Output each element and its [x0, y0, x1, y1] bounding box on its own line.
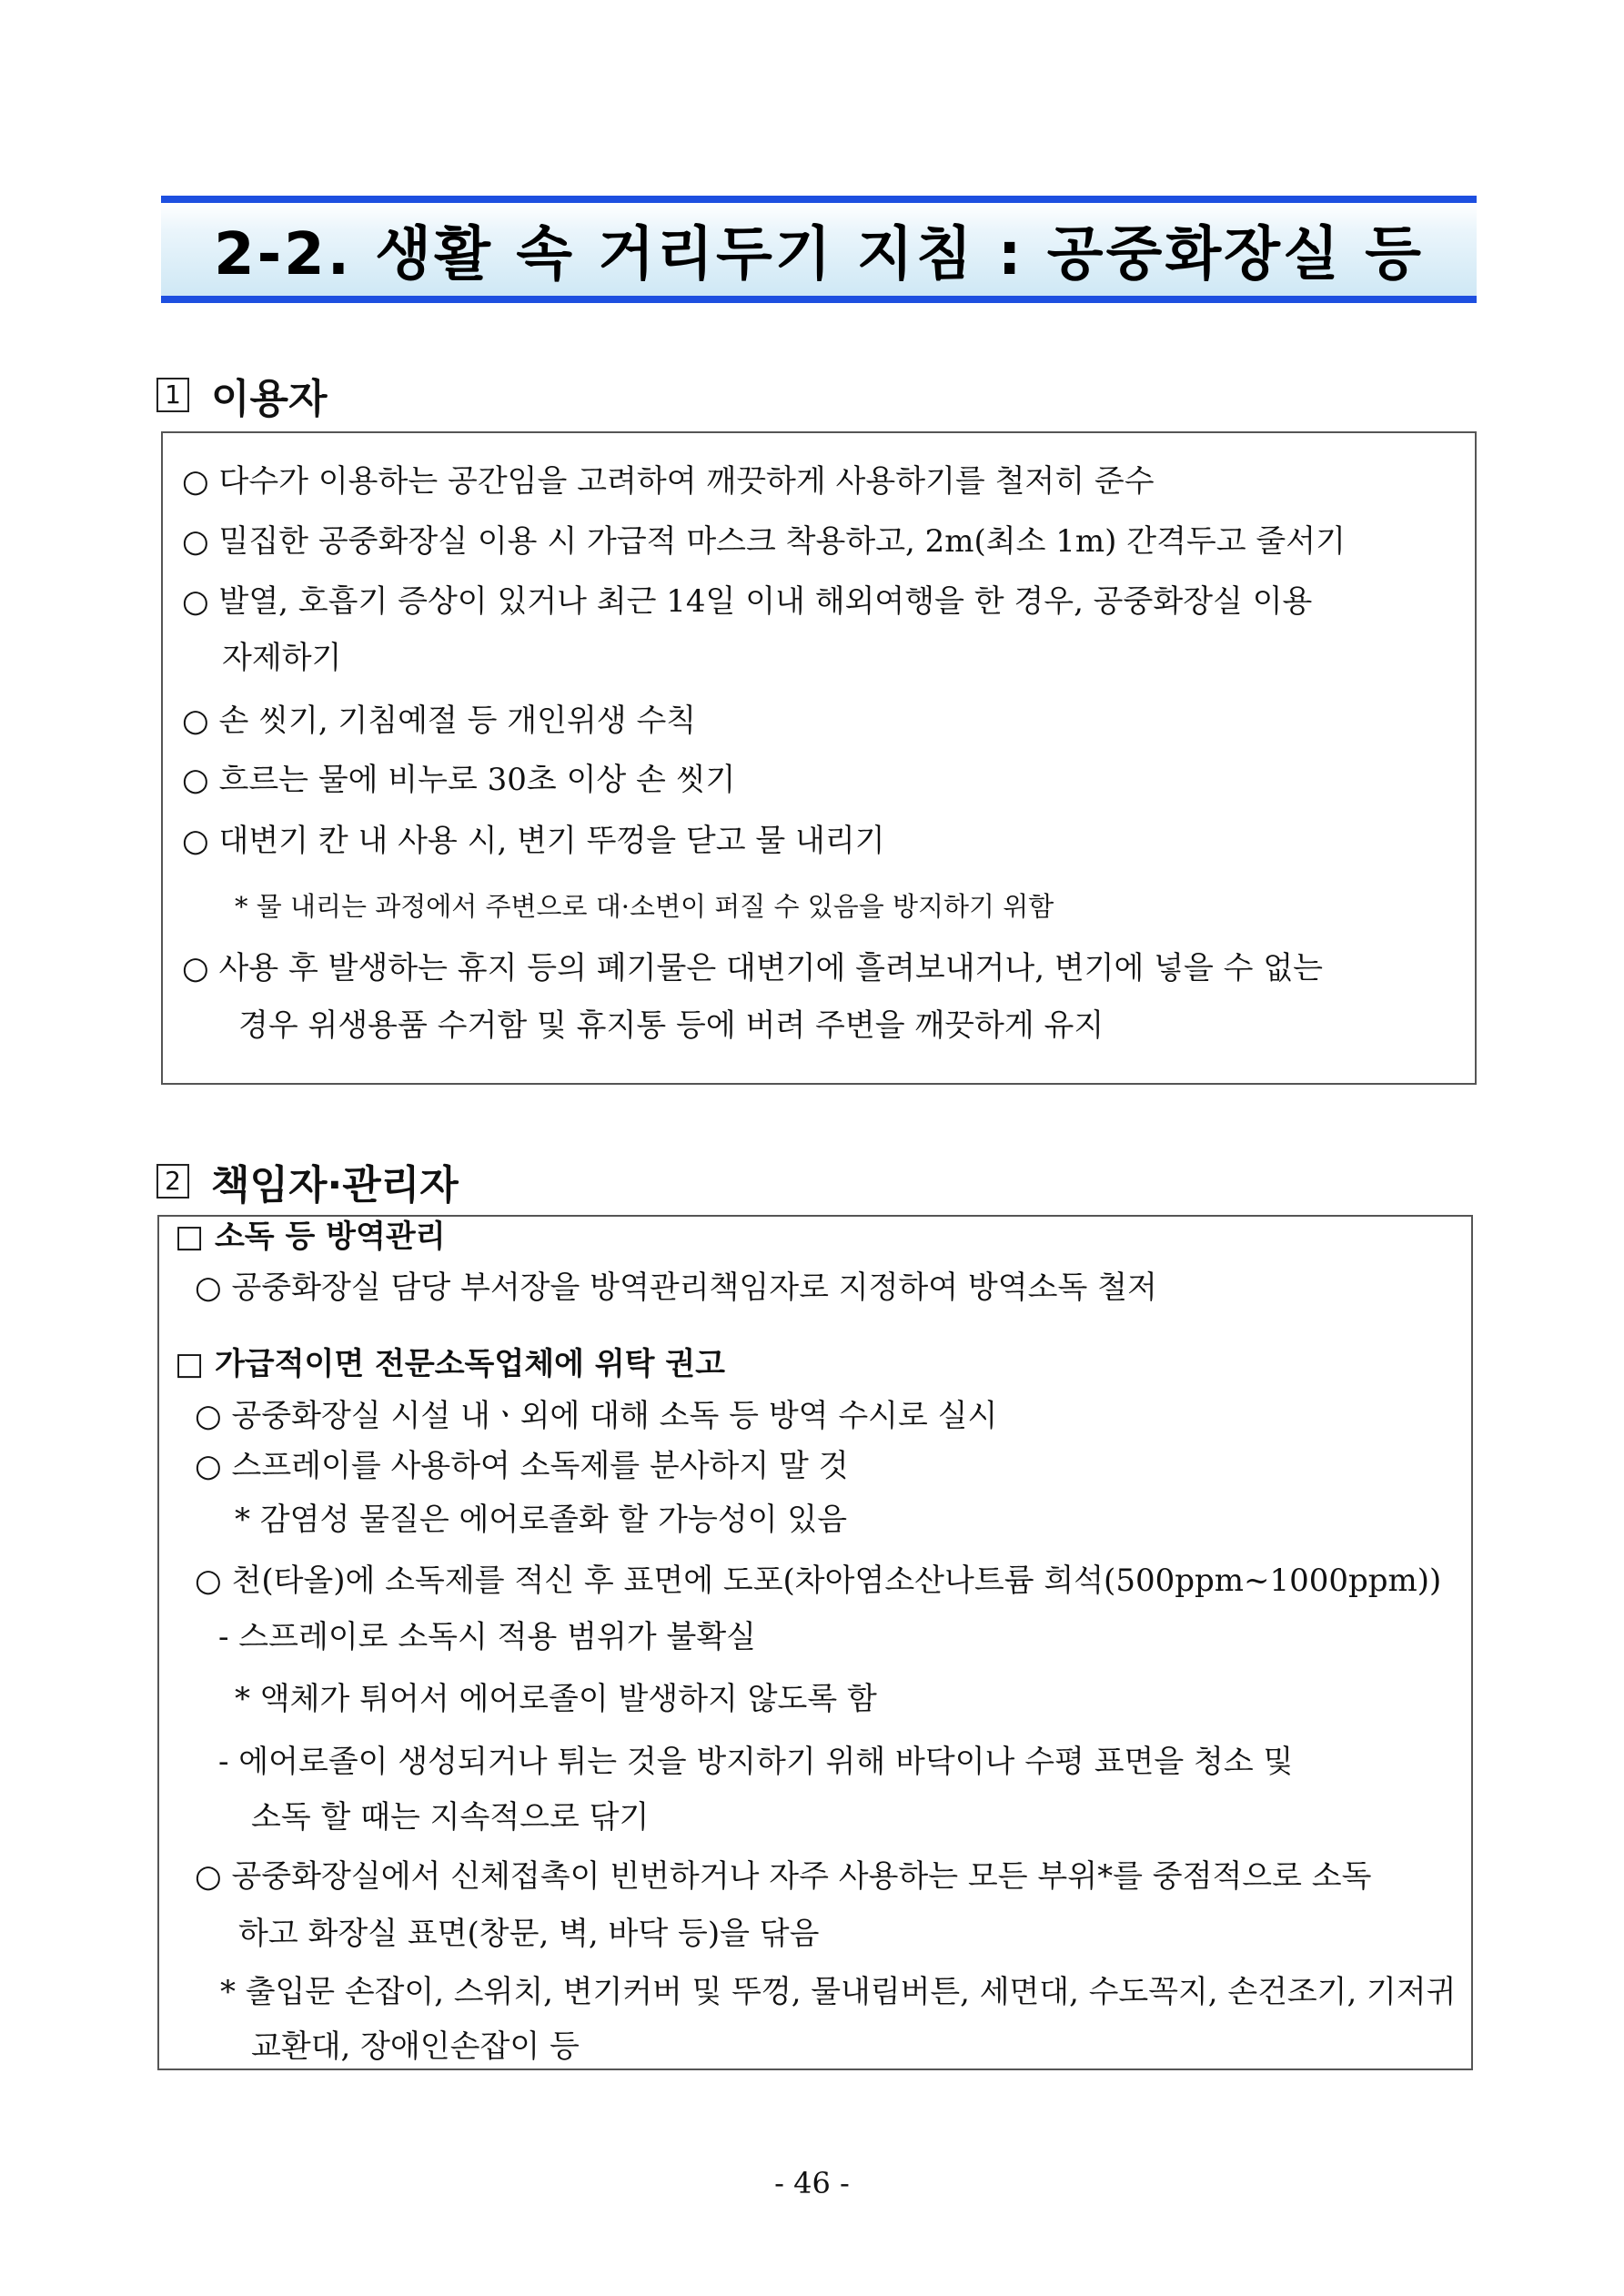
list-item-continuation: 자제하기 — [222, 640, 342, 676]
list-item: ○ 사용 후 발생하는 휴지 등의 폐기물은 대변기에 흘려보내거나, 변기에 넣을 수 없는 — [182, 950, 1324, 986]
footnote: * 액체가 튀어서 에어로졸이 발생하지 않도록 함 — [235, 1681, 877, 1717]
list-item: ○ 다수가 이용하는 공간임을 고려하여 깨끗하게 사용하기를 철저히 준수 — [182, 463, 1155, 500]
section-1-heading — [156, 366, 328, 424]
section-2-number: 2 — [156, 1164, 189, 1199]
list-item-continuation: 소독 할 때는 지속적으로 닦기 — [251, 1799, 650, 1836]
list-item: ○ 공중화장실 시설 내ㆍ외에 대해 소독 등 방역 수시로 실시 — [195, 1398, 998, 1434]
list-item-continuation: 하고 화장실 표면(창문, 벽, 바닥 등)을 닦음 — [238, 1916, 820, 1952]
section-2-title: 책임자·관리자 — [211, 1162, 459, 1209]
list-item: ○ 천(타올)에 소독제를 적신 후 표면에 도포(차아염소산나트륨 희석(500ppm~1000ppm)) — [195, 1563, 1442, 1599]
list-item: ○ 스프레이를 사용하여 소독제를 분사하지 말 것 — [195, 1448, 849, 1484]
footnote: * 출입문 손잡이, 스위치, 변기커버 및 뚜껑, 물내림버튼, 세면대, 수도꼭지, 손건조기, 기저귀 — [220, 1974, 1457, 2010]
list-item-continuation: 경우 위생용품 수거함 및 휴지통 등에 버려 주변을 깨끗하게 유지 — [238, 1007, 1105, 1044]
subheading: □ 가급적이면 전문소독업체에 위탁 권고 — [175, 1346, 725, 1382]
page-number: - 46 - — [774, 2166, 850, 2200]
section-2-heading — [156, 1152, 459, 1210]
footnote: * 감염성 물질은 에어로졸화 할 가능성이 있음 — [235, 1502, 848, 1538]
list-item: ○ 밀집한 공중화장실 이용 시 가급적 마스크 착용하고, 2m(최소 1m) 간격두고 줄서기 — [182, 523, 1346, 560]
list-item: ○ 손 씻기, 기침예절 등 개인위생 수칙 — [182, 703, 697, 739]
subheading: □ 소독 등 방역관리 — [175, 1219, 446, 1255]
list-item-continuation: 교환대, 장애인손잡이 등 — [251, 2028, 580, 2065]
list-item: ○ 공중화장실에서 신체접촉이 빈번하거나 자주 사용하는 모든 부위*를 중점적으로 소독 — [195, 1858, 1372, 1895]
page-title: 2-2. 생활 속 거리두기 지침 : 공중화장실 등 — [214, 221, 1424, 288]
section-1-number: 1 — [156, 378, 189, 412]
dash-item: - 에어로졸이 생성되거나 튀는 것을 방지하기 위해 바닥이나 수평 표면을 청소 및 — [218, 1744, 1294, 1780]
list-item: ○ 공중화장실 담당 부서장을 방역관리책임자로 지정하여 방역소독 철저 — [195, 1269, 1157, 1306]
footnote: * 물 내리는 과정에서 주변으로 대·소변이 퍼질 수 있음을 방지하기 위함 — [235, 891, 1054, 922]
section-1-title: 이용자 — [211, 376, 328, 422]
page-title-banner — [161, 196, 1477, 303]
list-item: ○ 발열, 호흡기 증상이 있거나 최근 14일 이내 해외여행을 한 경우, 공중화장실 이용 — [182, 583, 1313, 620]
list-item: ○ 흐르는 물에 비누로 30초 이상 손 씻기 — [182, 762, 736, 798]
list-item: ○ 대변기 칸 내 사용 시, 변기 뚜껑을 닫고 물 내리기 — [182, 823, 885, 859]
dash-item: - 스프레이로 소독시 적용 범위가 불확실 — [218, 1619, 757, 1655]
